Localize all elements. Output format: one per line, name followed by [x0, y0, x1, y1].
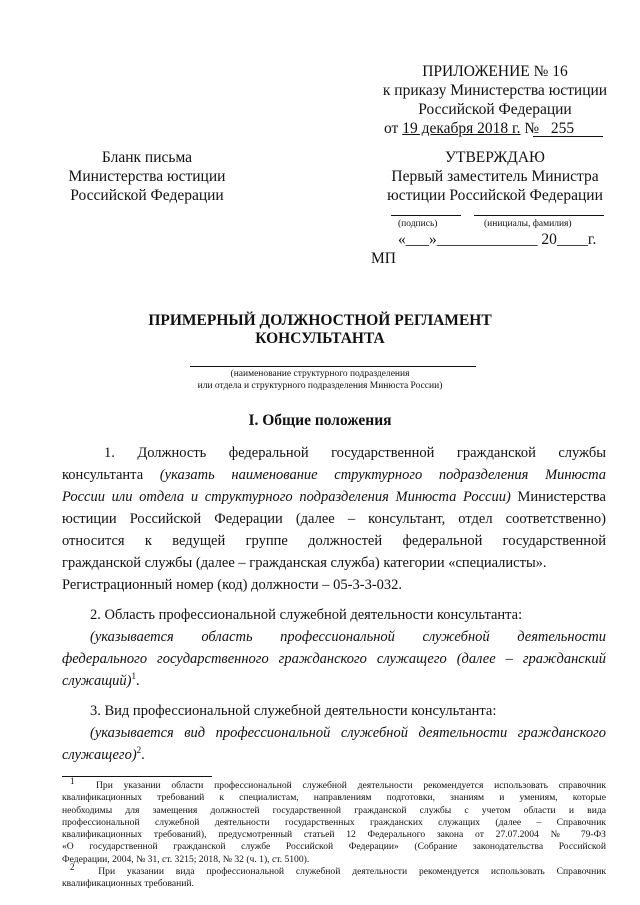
approve-date-line: «___»_____________ 20____г. [398, 231, 597, 248]
p3-line2: (указывается вид профессиональной служебной деятельности гражданского [90, 725, 606, 741]
p3-line1: 3. Вид профессиональной служебной деятельности консультанта: [90, 703, 497, 719]
order-date: 19 декабря 2018 г. [402, 120, 521, 137]
letterhead-line3: Российской Федерации [70, 187, 224, 204]
p1-line5: относится к ведущей группе должностей федеральной государственной [62, 533, 606, 549]
footnote-ref-2[interactable]: 2 [136, 745, 142, 756]
p2-line3: федерального государственного гражданского служащего (далее – гражданский [62, 651, 606, 667]
p1-line6: гражданской службы (далее – гражданская служба) категории «специалисты». [62, 555, 547, 571]
p2-line4: служащий)$^1$. [62, 671, 140, 689]
footnote-1-mark: 1 [70, 775, 75, 786]
p1-line3: России или отдела и структурного подразделения Минюста России) Министерства [62, 489, 606, 505]
approve-line1: Первый заместитель Министра [391, 168, 599, 185]
approve-block [380, 148, 610, 205]
stamp-mark: МП [371, 250, 396, 267]
p2-line1: 2. Область профессиональной служебной деятельности консультанта: [90, 607, 523, 623]
letterhead-line2: Министерства юстиции [68, 168, 226, 185]
approve-line2: юстиции Российской Федерации [387, 187, 603, 204]
p1-line2: консультанта (указать наименование структурного подразделения Минюста [62, 467, 606, 483]
appendix-country: Российской Федерации [418, 101, 572, 118]
p3-line3: служащего)$^2$. [62, 745, 145, 763]
department-caption1: (наименование структурного подразделения [230, 369, 410, 379]
department-line [190, 366, 476, 367]
number-prefix: № [524, 120, 540, 137]
order-number: 255 [550, 120, 575, 137]
appendix-to-order: к приказу Министерства юстиции [382, 82, 608, 99]
footnote-2-mark: 2 [70, 861, 75, 872]
letterhead-line1: Бланк письма [101, 149, 193, 166]
footnote-separator [62, 776, 212, 777]
document-title-line2: КОНСУЛЬТАНТА [255, 330, 385, 347]
p1-line4: юстиции Российской Федерации (далее – консультант, отдел соответственно) [62, 511, 606, 527]
signature-caption: (подпись) [398, 219, 438, 229]
document-title-line1: ПРИМЕРНЫЙ ДОЛЖНОСТНОЙ РЕГЛАМЕНТ [148, 312, 492, 329]
date-prefix: от [384, 120, 399, 137]
number-underline [533, 136, 603, 137]
section-heading: I. Общие положения [248, 412, 392, 429]
p1-line1: 1. Должность федеральной государственной гражданской службы [104, 445, 606, 461]
approve-title: УТВЕРЖДАЮ [445, 149, 545, 166]
department-caption2: или отдела и структурного подразделения Минюста России) [197, 381, 443, 391]
initials-line [474, 215, 604, 216]
footnotes [62, 775, 606, 891]
registration-number: Регистрационный номер (код) должности – 05-3-3-032. [62, 577, 403, 593]
appendix-title: ПРИЛОЖЕНИЕ № 16 [422, 63, 568, 80]
footnote-2: $^2$ При указании вида профессиональной служебной деятельности рекомендуется использовать Справочник квалификационных требований. [62, 861, 606, 890]
footnote-1: $^1$ При указании области профессиональной служебной деятельности рекомендуется использовать справочник квалификационных требований к специалистам, направлениям подготовки, знаниям и умениям, которые необходимы для замещения должностей государственной гражданской службы с учетом области и вида профессиональной служебной деятельности государственных гражданских служащих (далее – Справочник квалификационных требований), предусмотренный статьей 12 Федерального закона от 27.07.2004 № 79-ФЗ «О государственной гражданской службе Российской Федерации» (Собрание законодательства Российской Федерации, 2004, № 31, ст. 3215; 2018, № 32 (ч. 1), ст. 5100). [62, 775, 606, 865]
initials-caption: (инициалы, фамилия) [484, 219, 572, 229]
letterhead [62, 148, 232, 205]
p2-line2: (указывается область профессиональной служебной деятельности [90, 629, 606, 645]
signature-line [391, 215, 461, 216]
appendix-header [380, 62, 610, 119]
footnote-ref-1[interactable]: 1 [131, 671, 136, 682]
